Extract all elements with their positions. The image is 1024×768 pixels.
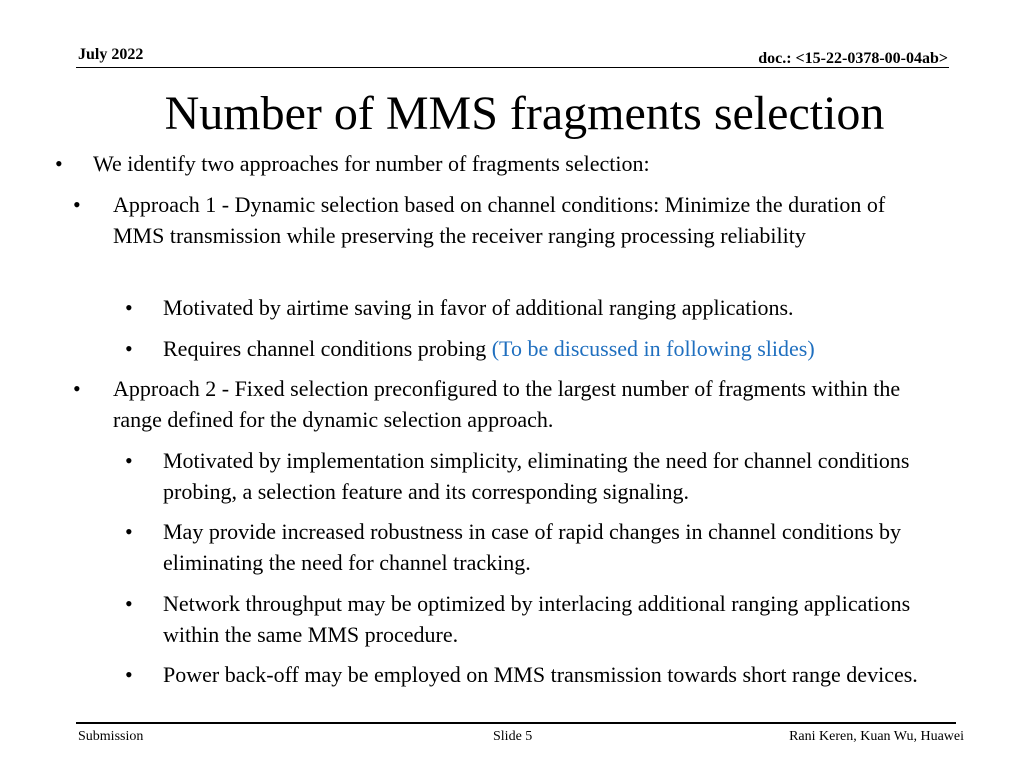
bullet-marker: • (73, 376, 81, 401)
footer-submission: Submission (78, 729, 144, 744)
bullet-item (125, 333, 965, 364)
slide-reference-link[interactable]: (To be discussed in following slides) (491, 336, 815, 361)
bullet-text: Motivated by implementation simplicity, eliminating the need for channel conditions probing, a selection feature and its corresponding signaling. (163, 448, 910, 504)
bullet-item (125, 516, 925, 578)
bullet-text: Approach 2 - Fixed selection preconfigured to the largest number of fragments within the range defined for the dynamic selection approach. (113, 376, 901, 432)
bullet-item (73, 373, 939, 435)
bullet-item (55, 148, 955, 179)
bullet-text: Approach 1 - Dynamic selection based on channel conditions: Minimize the duration of MMS transmission while preserving the receiver ranging processing reliability (113, 192, 886, 248)
header-divider (76, 67, 949, 68)
bullet-text: Power back-off may be employed on MMS transmission towards short range devices. (163, 662, 918, 687)
bullet-text: Motivated by airtime saving in favor of additional ranging applications. (163, 295, 794, 320)
bullet-item (125, 292, 965, 323)
bullet-text: We identify two approaches for number of fragments selection: (93, 151, 650, 176)
bullet-text (163, 333, 965, 364)
bullet-marker: • (73, 192, 81, 217)
bullet-item (73, 189, 939, 251)
bullet-marker: • (125, 295, 133, 320)
bullet-text: May provide increased robustness in case of rapid changes in channel conditions by eliminating the need for channel tracking. (163, 519, 902, 575)
slide-title: Number of MMS fragments selection (164, 87, 885, 140)
bullet-item (125, 588, 925, 650)
bullet-text-plain: Requires channel conditions probing (163, 336, 492, 361)
bullet-marker: • (125, 662, 133, 687)
footer-authors: Rani Keren, Kuan Wu, Huawei (789, 729, 964, 744)
bullet-marker: • (125, 591, 133, 616)
bullet-text: Network throughput may be optimized by interlacing additional ranging applications within the same MMS procedure. (163, 591, 911, 647)
bullet-marker: • (125, 336, 133, 361)
header-doc-id: doc.: <15-22-0378-00-04ab> (758, 50, 948, 67)
footer-slide-number: Slide 5 (493, 729, 533, 744)
bullet-marker: • (55, 151, 63, 176)
bullet-item (125, 445, 925, 507)
bullet-marker: • (125, 519, 133, 544)
bullet-marker: • (125, 448, 133, 473)
footer-divider (76, 722, 956, 724)
bullet-item (125, 659, 960, 690)
header-date: July 2022 (78, 46, 144, 63)
